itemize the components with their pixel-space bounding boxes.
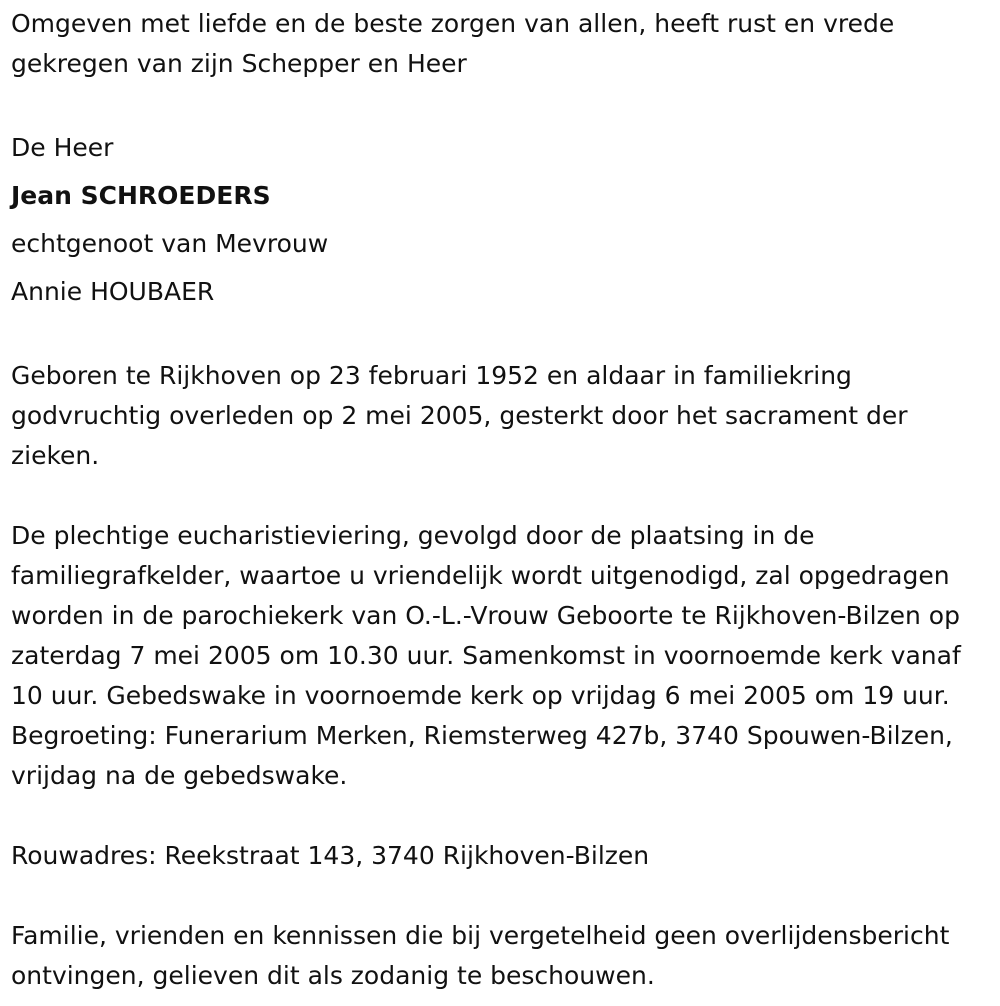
spacer [11, 476, 988, 516]
spouse-prefix: echtgenoot van Mevrouw [11, 229, 329, 258]
honorific-title: De Heer [11, 133, 114, 162]
closing-paragraph: Familie, vrienden en kennissen die bij vergetelheid geen overlijdensbericht ontvingen, gelieven dit als zodanig te beschouwen. [11, 921, 950, 990]
deceased-name: Jean SCHROEDERS [11, 181, 271, 210]
spacer [11, 316, 988, 356]
spacer [11, 876, 988, 916]
birth-death-paragraph: Geboren te Rijkhoven op 23 februari 1952 en aldaar in familiekring godvruchtig overleden op 2 mei 2005, gesterkt door het sacrament der zieken. [11, 361, 908, 470]
mourning-address: Rouwadres: Reekstraat 143, 3740 Rijkhoven-Bilzen [11, 841, 650, 870]
spacer [11, 84, 988, 124]
intro-paragraph: Omgeven met liefde en de beste zorgen van allen, heeft rust en vrede gekregen van zijn Schepper en Heer [11, 9, 895, 78]
ceremony-paragraph: De plechtige eucharistieviering, gevolgd door de plaatsing in de familiegrafkelder, waartoe u vriendelijk wordt uitgenodigd, zal opgedragen worden in de parochiekerk van O.-L.-Vrouw Geboorte te Rijkhoven-Bilzen op zaterdag 7 mei 2005 om 10.30 uur. Samenkomst in voornoemde kerk vanaf 10 uur. Gebedswake in voornoemde kerk op vrijdag 6 mei 2005 om 19 uur. Begroeting: Funerarium Merken, Riemsterweg 427b, 3740 Spouwen-Bilzen, vrijdag na de gebedswake. [11, 521, 961, 790]
spacer [11, 796, 988, 836]
spouse-name: Annie HOUBAER [11, 277, 215, 306]
